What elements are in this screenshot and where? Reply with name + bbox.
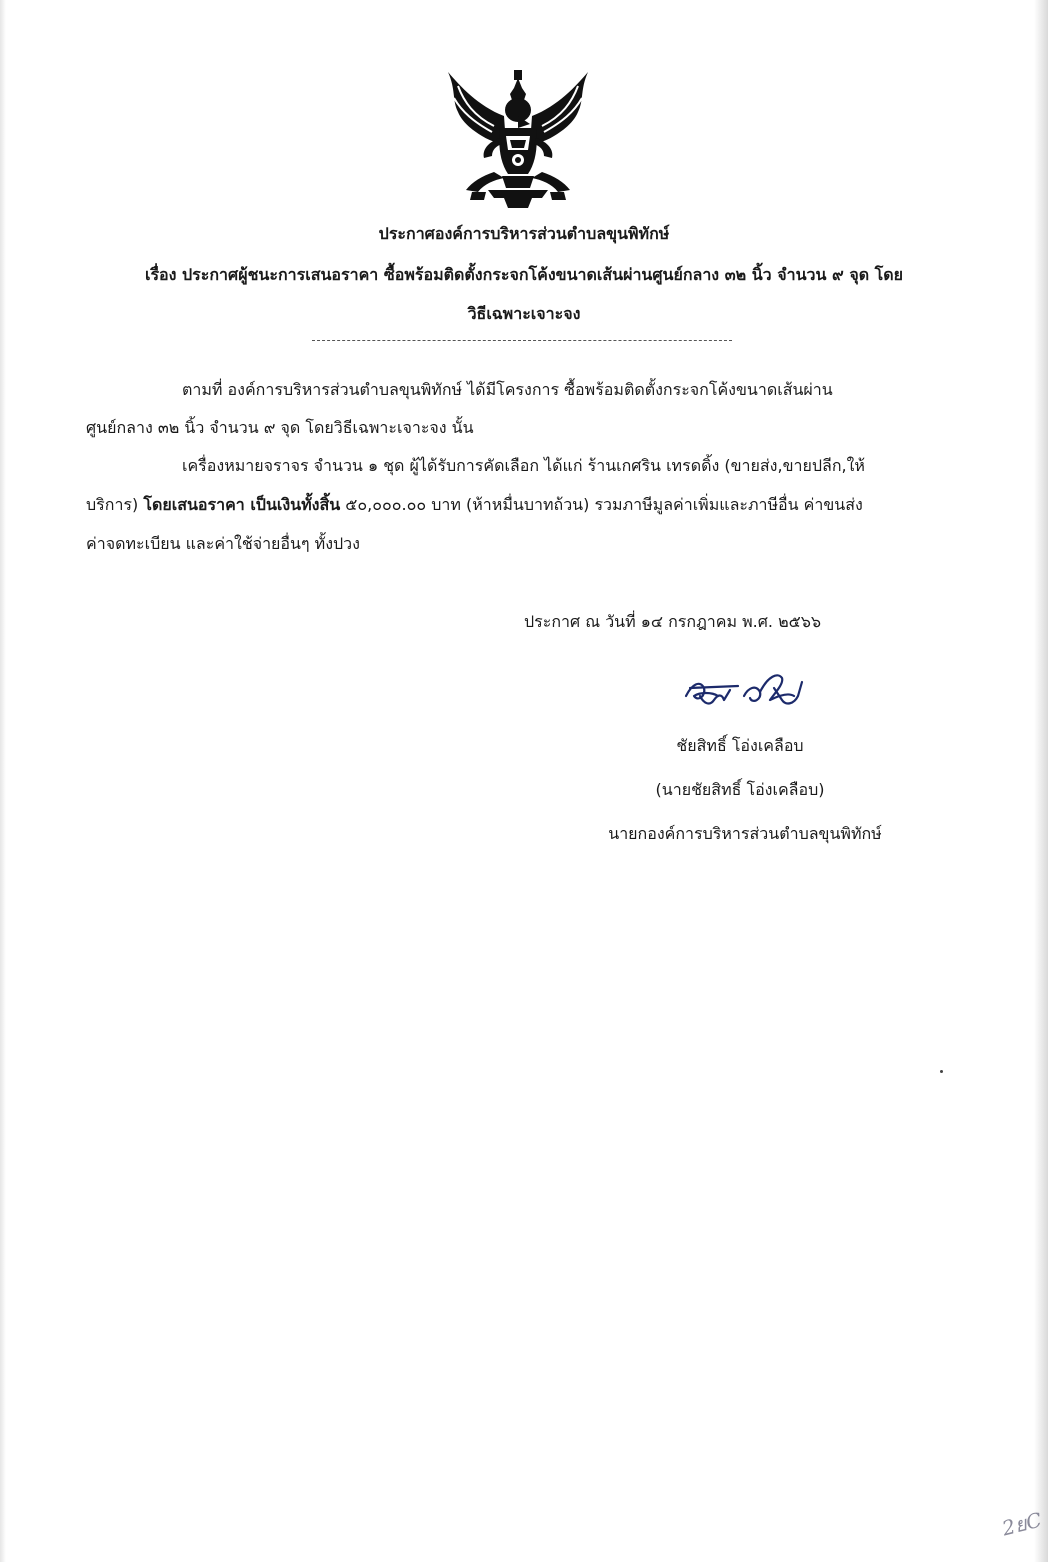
paragraph-1-line-1: ตามที่ องค์การบริหารส่วนตำบลขุนพิทักษ์ ได้มีโครงการ ซื้อพร้อมติดตั้งกระจกโค้งขนาดเส้นผ่าน — [182, 380, 833, 399]
scan-edge-left — [0, 0, 6, 1562]
document-title: ประกาศองค์การบริหารส่วนตำบลขุนพิทักษ์ — [378, 224, 670, 243]
corner-handwritten-note: 2ยC — [999, 1507, 1045, 1541]
paragraph-1-line-2: ศูนย์กลาง ๓๒ นิ้ว จำนวน ๙ จุด โดยวิธีเฉพาะเจาะจง นั้น — [86, 418, 474, 437]
signer-position: นายกองค์การบริหารส่วนตำบลขุนพิทักษ์ — [608, 824, 882, 843]
garuda-emblem-icon — [438, 66, 598, 214]
subject-line-2: วิธีเฉพาะเจาะจง — [467, 304, 581, 323]
paragraph-2-line-3: ค่าจดทะเบียน และค่าใช้จ่ายอื่นๆ ทั้งปวง — [86, 534, 360, 553]
paragraph-2-line-1: เครื่องหมายจราจร จำนวน ๑ ชุด ผู้ได้รับการคัดเลือก ได้แก่ ร้านเกศริน เทรดดิ้ง (ขายส่ง,ขายปลีก,ให้ — [182, 456, 865, 475]
announce-date: ประกาศ ณ วันที่ ๑๔ กรกฎาคม พ.ศ. ๒๕๖๖ — [524, 612, 822, 631]
scan-edge-right — [1034, 0, 1048, 1562]
signer-name: ชัยสิทธิ์ โอ่งเคลือบ — [676, 736, 804, 755]
signer-full-name: (นายชัยสิทธิ์ โอ่งเคลือบ) — [655, 780, 825, 799]
subject-line-1: เรื่อง ประกาศผู้ชนะการเสนอราคา ซื้อพร้อมติดตั้งกระจกโค้งขนาดเส้นผ่านศูนย์กลาง ๓๒ นิ้ว จำนวน ๙ จุด โดย — [144, 265, 904, 284]
paragraph-2-line-2 — [86, 493, 863, 518]
price-label: โดยเสนอราคา เป็นเงินทั้งสิ้น — [143, 495, 341, 514]
paragraph-2-text-a: บริการ) — [86, 495, 139, 514]
handwritten-signature — [678, 666, 818, 712]
scan-speck — [940, 1070, 943, 1073]
paragraph-2-text-c: ๕๐,๐๐๐.๐๐ บาท (ห้าหมื่นบาทถ้วน) รวมภาษีมูลค่าเพิ่มและภาษีอื่น ค่าขนส่ง — [345, 495, 863, 514]
separator-line — [312, 340, 732, 341]
